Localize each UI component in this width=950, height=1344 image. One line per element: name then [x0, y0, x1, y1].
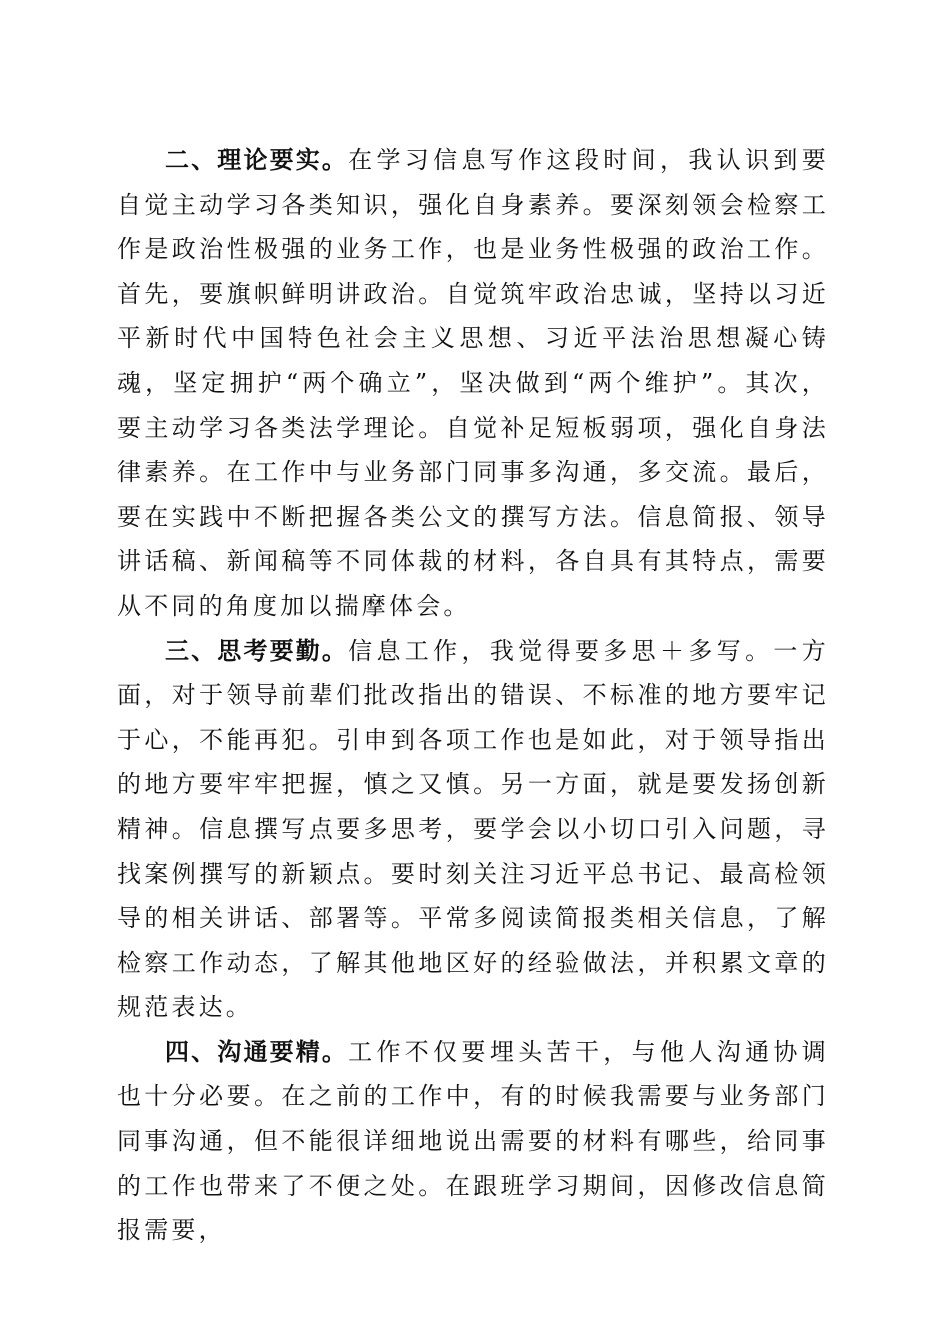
paragraph-theory [117, 138, 829, 629]
paragraph-thinking [117, 629, 829, 1030]
paragraph-body: 信息工作，我觉得要多思＋多写。一方面，对于领导前辈们批改指出的错误、不标准的地方要牢记于心，不能再犯。引申到各项工作也是如此，对于领导指出的地方要牢牢把握，慎之又慎。另一方面，就是要发扬创新精神。信息撰写点要多思考，要学会以小切口引入问题，寻找案例撰写的新颖点。要时刻关注习近平总书记、最高检领导的相关讲话、部署等。平常多阅读简报类相关信息，了解检察工作动态，了解其他地区好的经验做法，并积累文章的规范表达。 [117, 636, 829, 1022]
paragraph-heading: 三、思考要勤。 [165, 636, 349, 665]
document-page [117, 138, 829, 1253]
paragraph-communication [117, 1030, 829, 1253]
paragraph-body: 在学习信息写作这段时间，我认识到要自觉主动学习各类知识，强化自身素养。要深刻领会检察工作是政治性极强的业务工作，也是业务性极强的政治工作。首先，要旗帜鲜明讲政治。自觉筑牢政治忠诚，坚持以习近平新时代中国特色社会主义思想、习近平法治思想凝心铸魂，坚定拥护“两个确立”，坚决做到“两个维护”。其次，要主动学习各类法学理论。自觉补足短板弱项，强化自身法律素养。在工作中与业务部门同事多沟通，多交流。最后，要在实践中不断把握各类公文的撰写方法。信息简报、领导讲话稿、新闻稿等不同体裁的材料，各自具有其特点，需要从不同的角度加以揣摩体会。 [117, 146, 829, 620]
paragraph-heading: 二、理论要实。 [165, 146, 349, 174]
paragraph-heading: 四、沟通要精。 [165, 1037, 349, 1066]
paragraph-body: 工作不仅要埋头苦干，与他人沟通协调也十分必要。在之前的工作中，有的时候我需要与业务部门同事沟通，但不能很详细地说出需要的材料有哪些，给同事的工作也带来了不便之处。在跟班学习期间，因修改信息简报需要， [117, 1037, 829, 1245]
